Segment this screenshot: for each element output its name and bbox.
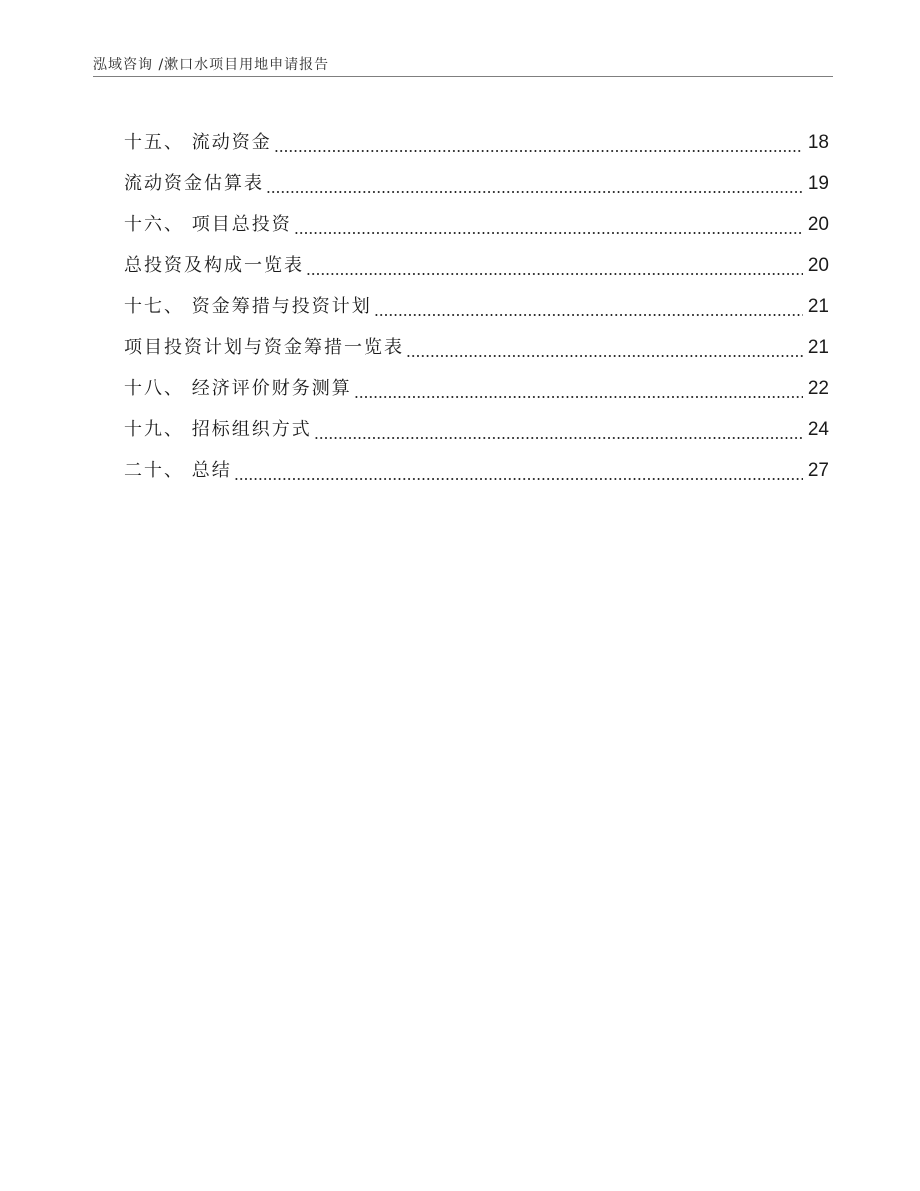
toc-dot-leader (354, 389, 803, 399)
header-title: 泓域咨询 /漱口水项目用地申请报告 (93, 57, 330, 73)
toc-entry-title: 十六、 项目总投资 (124, 213, 292, 235)
toc-entry-title: 项目投资计划与资金筹措一览表 (124, 336, 404, 358)
toc-entry[interactable] (124, 163, 829, 204)
toc-entry-title: 总投资及构成一览表 (124, 254, 304, 276)
toc-dot-leader (314, 430, 803, 440)
toc-entry-page: 27 (807, 459, 829, 481)
toc-dot-leader (306, 266, 803, 276)
toc-entry-page: 18 (807, 131, 829, 153)
page-header (93, 52, 833, 77)
toc-entry[interactable] (124, 368, 829, 409)
toc-entry[interactable] (124, 327, 829, 368)
toc-entry-title: 十九、 招标组织方式 (124, 418, 312, 440)
toc-entry-title: 流动资金估算表 (124, 172, 264, 194)
toc-dot-leader (406, 348, 803, 358)
toc-entry-title: 十五、 流动资金 (124, 131, 272, 153)
table-of-contents (124, 122, 829, 491)
toc-entry-page: 24 (807, 418, 829, 440)
toc-entry[interactable] (124, 409, 829, 450)
toc-entry-title: 十八、 经济评价财务测算 (124, 377, 352, 399)
toc-entry-page: 21 (807, 336, 829, 358)
toc-entry-page: 21 (807, 295, 829, 317)
toc-dot-leader (234, 471, 803, 481)
toc-entry[interactable] (124, 245, 829, 286)
toc-entry-page: 19 (807, 172, 829, 194)
toc-entry[interactable] (124, 450, 829, 491)
toc-entry-page: 22 (807, 377, 829, 399)
toc-entry-page: 20 (807, 213, 829, 235)
toc-dot-leader (374, 307, 803, 317)
toc-dot-leader (266, 184, 803, 194)
toc-dot-leader (294, 225, 803, 235)
toc-entry[interactable] (124, 286, 829, 327)
toc-dot-leader (274, 143, 803, 153)
toc-entry[interactable] (124, 204, 829, 245)
toc-entry[interactable] (124, 122, 829, 163)
toc-entry-title: 十七、 资金筹措与投资计划 (124, 295, 372, 317)
toc-entry-page: 20 (807, 254, 829, 276)
toc-entry-title: 二十、 总结 (124, 459, 232, 481)
